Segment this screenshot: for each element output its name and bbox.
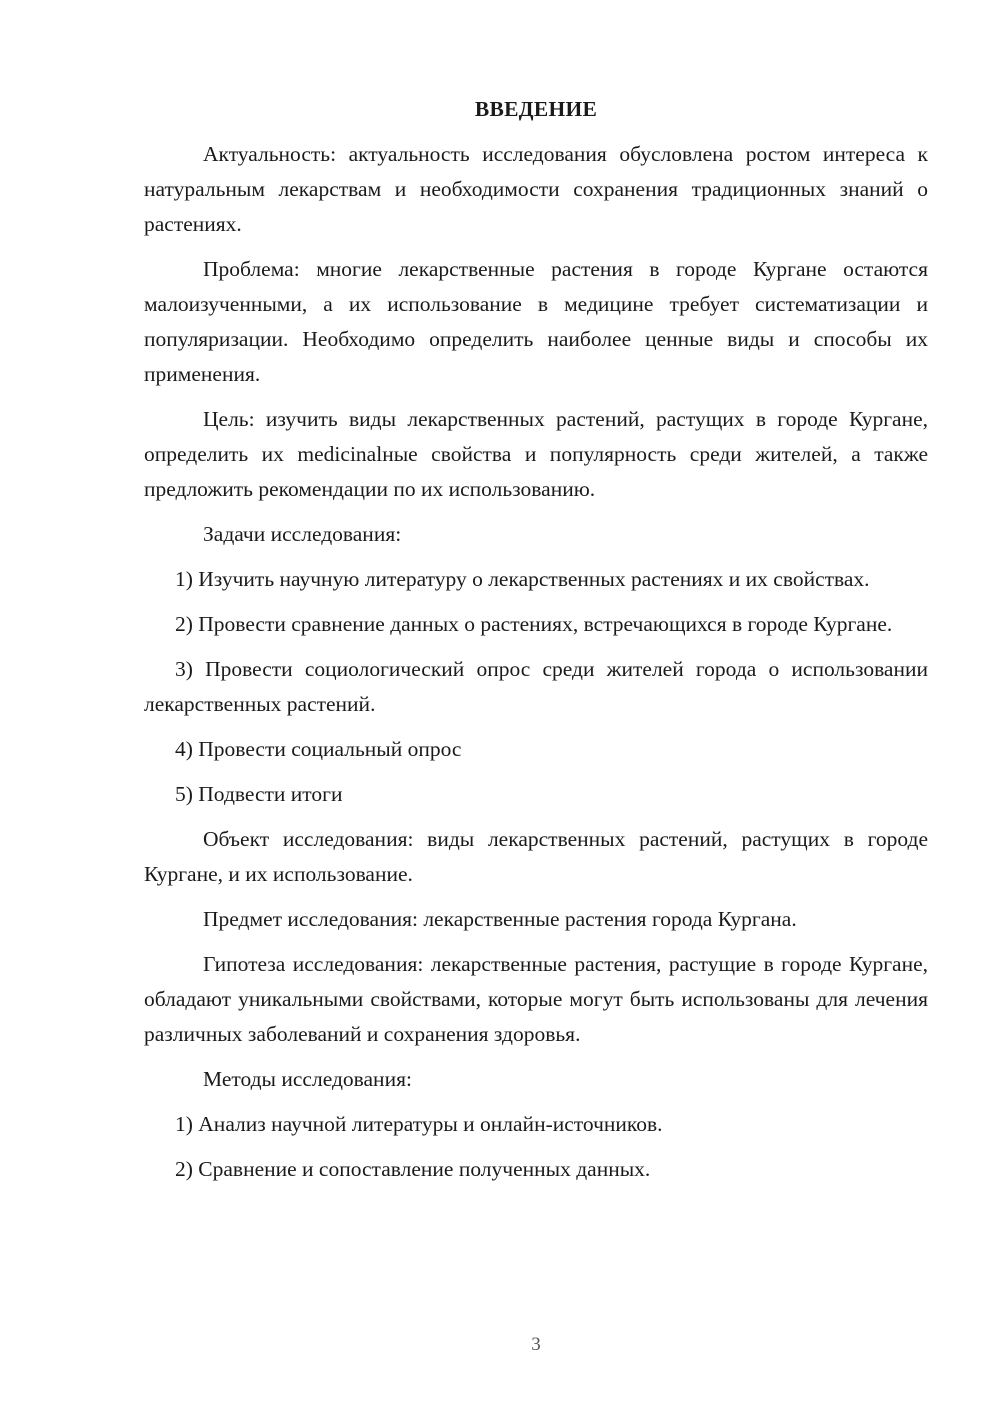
paragraph-problem: Проблема: многие лекарственные растения в городе Кургане остаются малоизученными, а их использование в медицине требует систематизации и популяризации. Необходимо определить наиболее ценные виды и способы их применения. [144, 257, 928, 386]
paragraph-hypothesis: Гипотеза исследования: лекарственные растения, растущие в городе Кургане, обладают уникальными свойствами, которые могут быть использованы для лечения различных заболеваний и сохранения здоровья. [144, 952, 928, 1046]
document-page [144, 92, 928, 1197]
method-item-2: 2) Сравнение и сопоставление полученных данных. [175, 1157, 651, 1181]
paragraph-object: Объект исследования: виды лекарственных растений, растущих в городе Кургане, и их использование. [144, 827, 928, 886]
task-item-2: 2) Провести сравнение данных о растениях, встречающихся в городе Кургане. [175, 612, 893, 636]
task-item-5: 5) Подвести итоги [175, 782, 343, 806]
task-item-1: 1) Изучить научную литературу о лекарственных растениях и их свойствах. [175, 567, 870, 591]
paragraph-tasks-heading: Задачи исследования: [203, 522, 402, 546]
paragraph-methods-heading: Методы исследования: [203, 1067, 412, 1091]
page-number: 3 [531, 1334, 541, 1355]
task-item-3: 3) Провести социологический опрос среди жителей города о использовании лекарственных растений. [144, 657, 928, 716]
task-item-4: 4) Провести социальный опрос [175, 737, 462, 761]
paragraph-relevance: Актуальность: актуальность исследования обусловлена ростом интереса к натуральным лекарствам и необходимости сохранения традиционных знаний о растениях. [144, 142, 928, 236]
section-title: ВВЕДЕНИЕ [474, 97, 598, 121]
paragraph-subject: Предмет исследования: лекарственные растения города Кургана. [203, 907, 797, 931]
paragraph-goal: Цель: изучить виды лекарственных растений, растущих в городе Кургане, определить их medicinalные свойства и популярность среди жителей, а также предложить рекомендации по их использованию. [144, 407, 928, 501]
method-item-1: 1) Анализ научной литературы и онлайн-источников. [175, 1112, 663, 1136]
